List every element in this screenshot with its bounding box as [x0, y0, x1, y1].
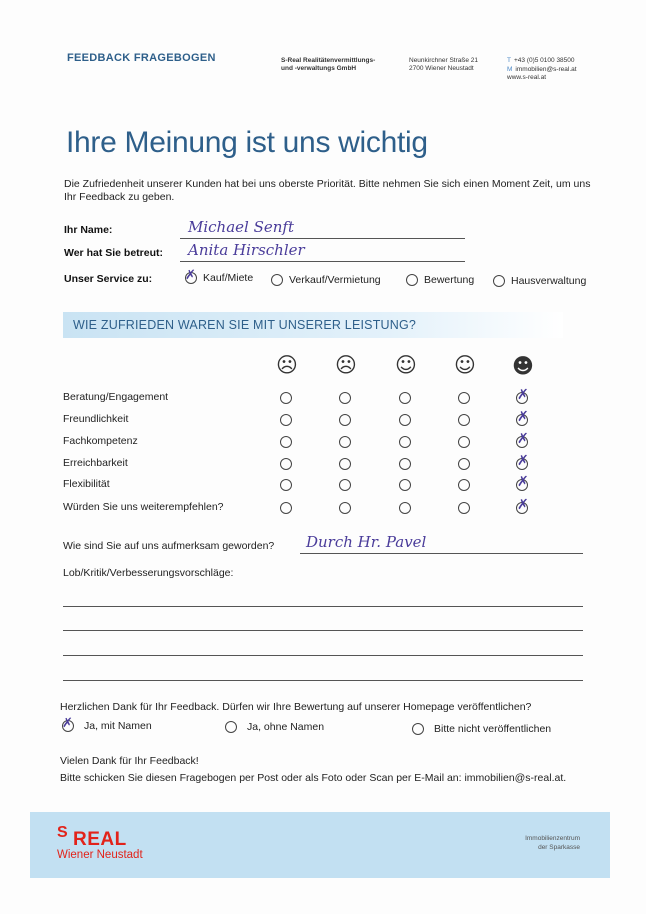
criterion-label: Flexibilität — [63, 478, 110, 490]
rating-radio[interactable] — [339, 458, 351, 470]
rating-radio[interactable] — [280, 502, 292, 514]
happy-face-icon: ☺ — [454, 353, 476, 377]
rating-radio[interactable] — [399, 479, 411, 491]
service-option-bewertung[interactable] — [406, 274, 474, 286]
radio-icon — [412, 723, 424, 735]
rating-radio[interactable] — [399, 458, 411, 470]
company-name — [281, 57, 401, 73]
phone-number: +43 (0)5 0100 38500 — [513, 57, 575, 64]
publish-option-label: Ja, ohne Namen — [247, 721, 325, 733]
service-option-label: Hausverwaltung — [511, 275, 587, 287]
source-label: Wie sind Sie auf uns aufmerksam geworden? — [63, 540, 275, 552]
logo-subtitle: Wiener Neustadt — [57, 849, 143, 861]
comment-line[interactable] — [63, 680, 583, 681]
service-option-verkauf[interactable] — [271, 274, 381, 286]
publish-option-label: Bitte nicht veröffentlichen — [434, 723, 552, 735]
rating-radio[interactable] — [399, 502, 411, 514]
advisor-field[interactable]: Anita Hirschler — [188, 241, 305, 259]
intro-text: Die Zufriedenheit unserer Kunden hat bei uns oberste Priorität. Bitte nehmen Sie sich einen Moment Zeit, um uns Ihr Feedback zu geben. — [64, 178, 591, 203]
rating-radio[interactable] — [280, 458, 292, 470]
rating-radio[interactable] — [280, 436, 292, 448]
rating-radio[interactable] — [458, 458, 470, 470]
advisor-label: Wer hat Sie betreut: — [64, 247, 163, 259]
rating-radio-checked[interactable] — [516, 479, 528, 491]
service-option-label: Kauf/Miete — [203, 272, 254, 284]
criterion-label: Beratung/Engagement — [63, 391, 169, 403]
service-option-label: Verkauf/Vermietung — [289, 274, 381, 286]
rating-heading: WIE ZUFRIEDEN WAREN SIE MIT UNSERER LEISTUNG? — [73, 318, 417, 332]
radio-icon — [406, 274, 418, 286]
very-unhappy-face-icon: ☹ — [276, 353, 298, 377]
criterion-label: Erreichbarkeit — [63, 457, 128, 469]
service-label: Unser Service zu: — [64, 273, 153, 285]
rating-radio-checked[interactable] — [516, 502, 528, 514]
service-option-hausverwaltung[interactable] — [493, 275, 586, 287]
advisor-underline — [180, 261, 465, 262]
source-field[interactable]: Durch Hr. Pavel — [306, 533, 427, 551]
rating-radio[interactable] — [399, 414, 411, 426]
rating-radio[interactable] — [339, 502, 351, 514]
phone-row — [507, 57, 617, 66]
company-contact — [507, 57, 617, 83]
unhappy-face-icon: ☹ — [335, 353, 357, 377]
page-title: Ihre Meinung ist uns wichtig — [66, 126, 428, 159]
logo-text: REAL — [73, 829, 127, 850]
rating-radio[interactable] — [339, 414, 351, 426]
publish-option-with-name[interactable] — [62, 720, 152, 732]
sparkasse-logo-icon: S — [57, 824, 68, 841]
rating-banner — [63, 312, 563, 338]
rating-radio[interactable] — [339, 479, 351, 491]
criterion-label: Würden Sie uns weiterempfehlen? — [63, 501, 224, 513]
mail-address: immobilien@s-real.at — [515, 65, 577, 73]
form-header-title: FEEDBACK FRAGEBOGEN — [67, 52, 216, 64]
company-address — [409, 57, 504, 73]
address-line-2: 2700 Wiener Neustadt — [409, 65, 474, 72]
source-underline — [300, 553, 583, 554]
service-option-kauf[interactable] — [185, 272, 253, 284]
mail-row — [507, 66, 617, 75]
rating-radio-checked[interactable] — [516, 458, 528, 470]
rating-radio[interactable] — [458, 392, 470, 404]
rating-radio[interactable] — [339, 436, 351, 448]
publish-question: Herzlichen Dank für Ihr Feedback. Dürfen wir Ihre Bewertung auf unserer Homepage veröffentlichen? — [60, 701, 532, 713]
rating-radio-checked[interactable] — [516, 414, 528, 426]
rating-radio-checked[interactable] — [516, 392, 528, 404]
rating-radio[interactable] — [399, 392, 411, 404]
neutral-face-icon: ☺ — [395, 353, 417, 377]
closing-thanks: Vielen Dank für Ihr Feedback! — [60, 755, 199, 767]
radio-checked-icon — [62, 720, 74, 732]
rating-radio[interactable] — [458, 414, 470, 426]
radio-icon — [271, 274, 283, 286]
radio-icon — [225, 721, 237, 733]
name-underline — [180, 238, 465, 239]
web-address: www.s-real.at — [507, 74, 547, 81]
tagline-line-2: der Sparkasse — [538, 844, 580, 851]
very-happy-face-icon: ☻ — [512, 354, 534, 378]
rating-radio[interactable] — [399, 436, 411, 448]
rating-radio-checked[interactable] — [516, 436, 528, 448]
criterion-label: Freundlichkeit — [63, 413, 129, 425]
rating-radio[interactable] — [280, 479, 292, 491]
rating-radio[interactable] — [458, 502, 470, 514]
name-field[interactable]: Michael Senft — [188, 218, 294, 236]
comment-line[interactable] — [63, 655, 583, 656]
radio-icon — [493, 275, 505, 287]
rating-radio[interactable] — [280, 414, 292, 426]
footer-bar — [30, 812, 610, 878]
radio-checked-icon — [185, 272, 197, 284]
rating-radio[interactable] — [458, 436, 470, 448]
publish-option-label: Ja, mit Namen — [84, 720, 152, 732]
rating-radio[interactable] — [458, 479, 470, 491]
mail-key: M — [507, 65, 513, 73]
comments-label: Lob/Kritik/Verbesserungsvorschläge: — [63, 567, 234, 579]
publish-option-none[interactable] — [412, 723, 551, 735]
address-line-1: Neunkirchner Straße 21 — [409, 57, 479, 64]
service-option-label: Bewertung — [424, 274, 475, 286]
criterion-label: Fachkompetenz — [63, 435, 138, 447]
rating-radio[interactable] — [280, 392, 292, 404]
company-line-1: S-Real Realitätenvermittlungs- — [281, 57, 376, 64]
comment-line[interactable] — [63, 606, 583, 607]
tagline-line-1: Immobilienzentrum — [525, 835, 580, 842]
name-label: Ihr Name: — [64, 224, 113, 236]
company-line-2: und -verwaltungs GmbH — [281, 65, 357, 72]
closing-instructions: Bitte schicken Sie diesen Fragebogen per Post oder als Foto oder Scan per E-Mail an: immobilien@s-real.at. — [60, 772, 567, 784]
comment-line[interactable] — [63, 630, 583, 631]
rating-radio[interactable] — [339, 392, 351, 404]
phone-key: T — [507, 57, 511, 64]
publish-option-without-name[interactable] — [225, 721, 324, 733]
footer-tagline — [525, 834, 580, 852]
